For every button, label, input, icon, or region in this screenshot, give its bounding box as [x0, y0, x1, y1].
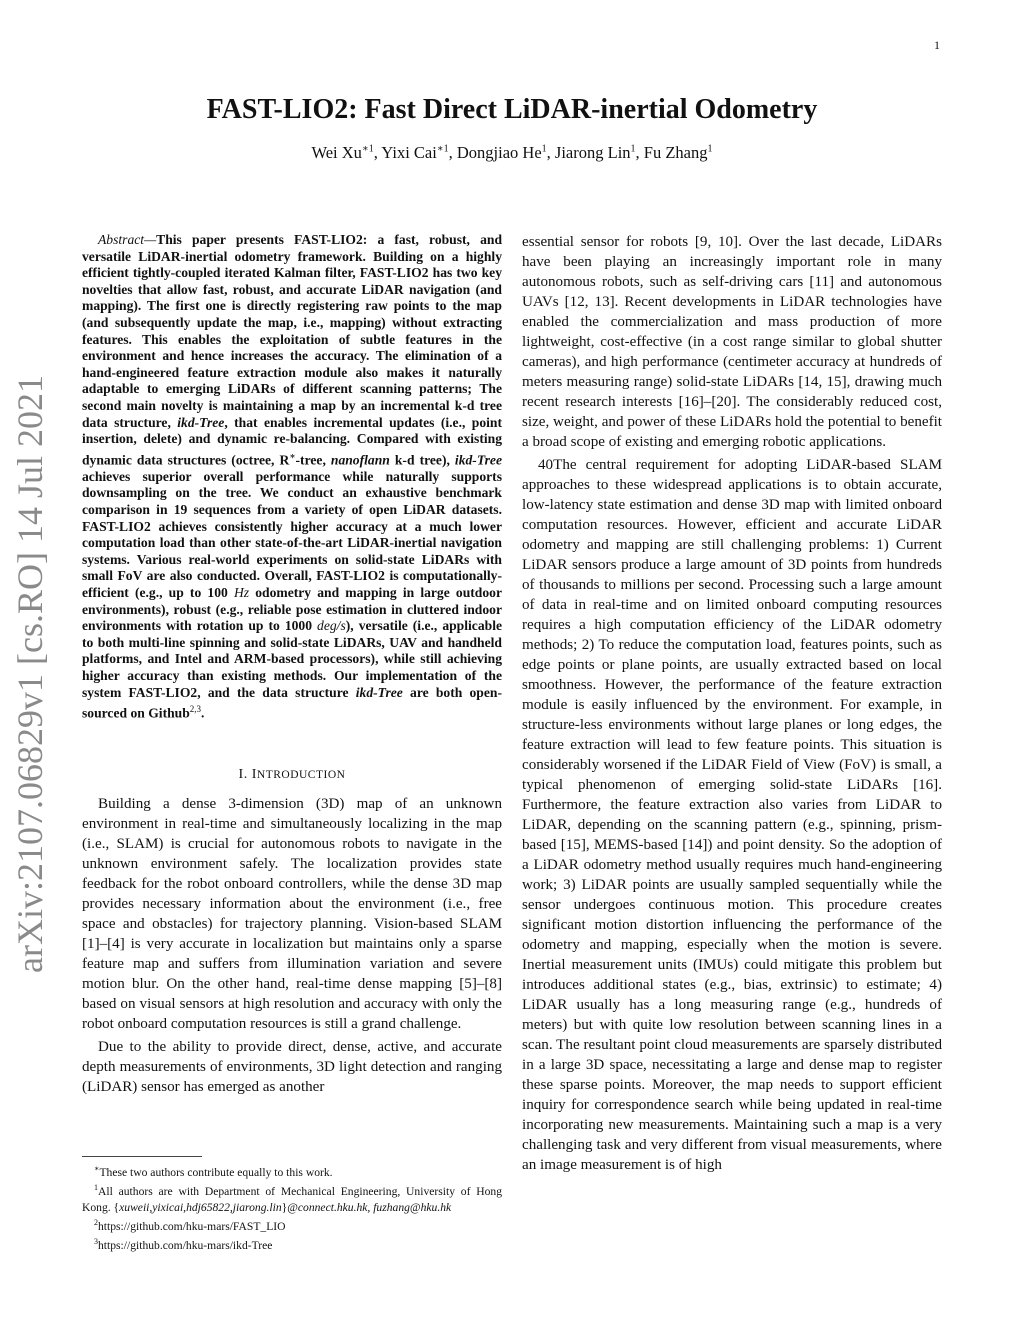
abstract-emphasis: nanoflann: [330, 452, 390, 468]
footnote-link[interactable]: https://github.com/hku-mars/ikd-Tree: [98, 1239, 273, 1253]
author: Dongjiao He: [456, 143, 542, 162]
left-column: [82, 232, 502, 1100]
author-list: Wei $Xu^{∗1}$, Yixi Cai$^{∗1}$, Dongjiao He$^1$, Jiarong Lin$^1$, Fu Zhang$^1$: [311, 143, 713, 162]
paragraph: Due to the ability to provide direct, dense, active, and accurate depth measurements of environments, 3D light detection and ranging (LiDAR) sensor has emerged as another: [82, 1039, 502, 1096]
abstract: [82, 232, 502, 722]
section-title-rest: NTRODUCTION: [256, 769, 346, 782]
abstract-text: , that enables incremental updates (i.e., point insertion, delete) and dynamic re-balancing. Compared with existing dynamic data structures (octree, R: [82, 414, 503, 468]
footnote-emails: xuweii,yixicai,hdj65822,jiarong.lin: [119, 1200, 282, 1214]
footnote-rule: [82, 1156, 202, 1157]
abstract-text: achieves superior overall performance while naturally supports downsampling on the tree. We conduct an exhaustive benchmark comparison in 19 sequences from a variety of open LiDAR datasets. FAST-LIO2 achieves consistently higher accuracy at a much lower computation load than other state-of-the-art LiDAR-inertial navigation systems. Various real-world experiments on solid-state LiDARs with small FoV are also conducted. Overall, FAST-LIO2 is computationally-efficient (e.g., up to 100: [82, 468, 502, 600]
footnote-link[interactable]: https://github.com/hku-mars/FAST_LIO: [98, 1219, 286, 1233]
author: Fu Zhang: [643, 143, 708, 162]
right-column: [522, 232, 942, 1178]
section-title-initial: I: [251, 767, 257, 783]
abstract-superscript: ∗: [289, 450, 296, 461]
arxiv-identifier[interactable]: arXiv:2107.06829v1 [cs.RO] 14 Jul 2021: [10, 375, 50, 973]
abstract-emphasis: ikd-Tree: [177, 414, 225, 430]
abstract-text: -tree,: [295, 452, 331, 468]
footnote: [82, 1180, 502, 1215]
author-mark: 1: [541, 143, 547, 155]
footnotes: [82, 1156, 502, 1253]
footnote-text: All authors are with Department of Mechanical Engineering, University of Hong Kong. {: [82, 1185, 502, 1214]
paper-title: FAST-LIO2: Fast Direct LiDAR-inertial Odometry: [206, 94, 818, 125]
author-mark: ∗1: [436, 143, 449, 155]
author-mark: ∗1: [361, 143, 374, 155]
abstract-emphasis: ikd-Tree: [355, 684, 403, 700]
abstract-text: odometry and mapping in large outdoor environments), robust (e.g., reliable pose estimation in cluttered indoor environments with rotation up to 1000: [82, 585, 502, 634]
author: Jiarong Lin: [554, 143, 631, 162]
footnote-mark: 3: [94, 1237, 98, 1247]
abstract-math: deg/s: [317, 618, 346, 634]
footnote-emails: connect.hku.hk, fuzhang@hku.hk: [297, 1200, 452, 1214]
footnote-mark: 2: [94, 1217, 98, 1227]
author: Wei Xu: [311, 143, 362, 162]
abstract-superscript: 2,3: [189, 704, 202, 715]
footnote: [82, 1215, 502, 1234]
abstract-lead: Abstract—: [98, 232, 157, 247]
footnote-mark: ∗: [94, 1164, 100, 1173]
abstract-math: Hz: [233, 585, 250, 600]
paragraph: Building a dense 3-dimension (3D) map of an unknown environment in real-time and simultaneously localizing in the map (i.e., SLAM) is crucial for autonomous robots to navigate in the unknown environment safely. The localization provides state feedback for the robot onboard controllers, while the dense 3D map provides necessary information about the environment (i.e., free space and obstacles) for trajectory planning. Vision-based SLAM [1]–[4] is very accurate in localization but maintains only a sparse feature map and suffers from illumination variation and severe motion blur. On the other hand, real-time dense mapping [5]–[8] based on visual sensors at high resolution and accuracy with only the robot onboard computation resources is still a grand challenge.: [82, 796, 502, 1033]
author-mark: 1: [707, 143, 713, 155]
footnote-mark: 1: [94, 1183, 98, 1193]
abstract-text: k-d tree),: [389, 452, 455, 468]
abstract-text: ), versatile (i.e., applicable to both multi-line spinning and solid-state LiDARs, UAV and handheld platforms, and Intel and ARM-based processors), while still achieving higher accuracy than existing methods. Our implementation of the system FAST-LIO2, and the data structure: [82, 618, 502, 700]
footnote-text: }@: [281, 1200, 298, 1214]
paragraph: essential sensor for robots [9, 10]. Over the last decade, LiDARs have been playing an increasingly important role in many autonomous robots, such as self-driving cars [11] and autonomous UAVs [12, 13]. Recent developments in LiDAR technologies have enabled the commercialization and mass production of more lightweight, cost-effective (in a cost range similar to global shutter cameras), and high performance (centimeter accuracy at hundreds of meters measuring range) solid-state LiDARs [14, 15], drawing much recent research interests [16]–[20]. The considerably reduced cost, size, weight, and power of these LiDARs hold the potential to benefit a broad scope of existing and emerging robotic applications.: [522, 234, 942, 450]
footnote: [82, 1234, 502, 1253]
abstract-emphasis: ikd-Tree: [454, 452, 502, 468]
abstract-text: .: [201, 705, 205, 721]
paragraph: 40The central requirement for adopting LiDAR-based SLAM approaches to these widespread applications is to obtain accurate, low-latency state estimation and dense 3D map with limited onboard computation resources. However, efficient and accurate LiDAR odometry and mapping are still challenging problems: 1) Current LiDAR sensors produce a large amount of 3D points from hundreds of thousands to millions per second. Processing such a large amount of data in real-time and on limited onboard computing resources requires a high computation efficiency of the LiDAR odometry methods; 2) To reduce the computation load, features points, such as edge points or plane points, are usually extracted based on local smoothness. However, the performance of the feature extraction module is easily influenced by the environment. For example, in structure-less environments without large planes or long edges, the feature extraction will lead to few feature points. This situation is considerably worsened if the LiDAR Field of View (FoV) is small, a typical phenomenon of emerging solid-state LiDARs [16]. Furthermore, the feature extraction also varies from LiDAR to LiDAR, depending on the scanning pattern (e.g., spinning, prism-based [15], MEMS-based [14]) and point density. So the adoption of a LiDAR odometry method usually requires much hand-engineering work; 3) LiDAR points are usually sampled sequentially while the sensor undergoes continuous motion. This procedure creates significant motion distortion influencing the performance of the odometry and mapping, especially when the motion is severe. Inertial measurement units (IMUs) could mitigate this problem but introduces additional states (e.g., bias, extrinsic) to estimate; 4) LiDAR usually has a long measuring range (e.g., hundreds of meters) but with quite low resolution between scanning lines in a scan. The resultant point cloud measurements are sparsely distributed in a large 3D space, necessitating a large and dense map to register these sparse points. Moreover, the map needs to support efficient inquiry for correspondence search while being updated in real-time incorporating new measurements. Maintaining such a map is a very challenging task and very different from visual measurements, where an image measurement is of high: [522, 457, 942, 1173]
footnote-text: These two authors contribute equally to this work.: [99, 1165, 333, 1179]
page-number: 1: [934, 38, 940, 52]
abstract-text: are both open-sourced on Github: [82, 684, 502, 721]
section-heading: [82, 765, 502, 785]
abstract-text: This paper presents FAST-LIO2: a fast, robust, and versatile LiDAR-inertial odometry framework. Building on a highly efficient tightly-coupled iterated Kalman filter, FAST-LIO2 has two key novelties that allow fast, robust, and accurate LiDAR navigation (and mapping). The first one is directly registering raw points to the map (and subsequently update the map, i.e., mapping) without extracting features. This enables the exploitation of subtle features in the environment and hence increases the accuracy. The elimination of a hand-engineered feature extraction module also makes it naturally adaptable to emerging LiDARs of different scanning patterns; The second main novelty is maintaining a map by an incremental k-d tree data structure,: [82, 232, 502, 430]
footnote: [82, 1161, 502, 1180]
author-mark: 1: [630, 143, 636, 155]
section-number: I.: [238, 767, 248, 783]
author: Yixi Cai: [381, 143, 437, 162]
